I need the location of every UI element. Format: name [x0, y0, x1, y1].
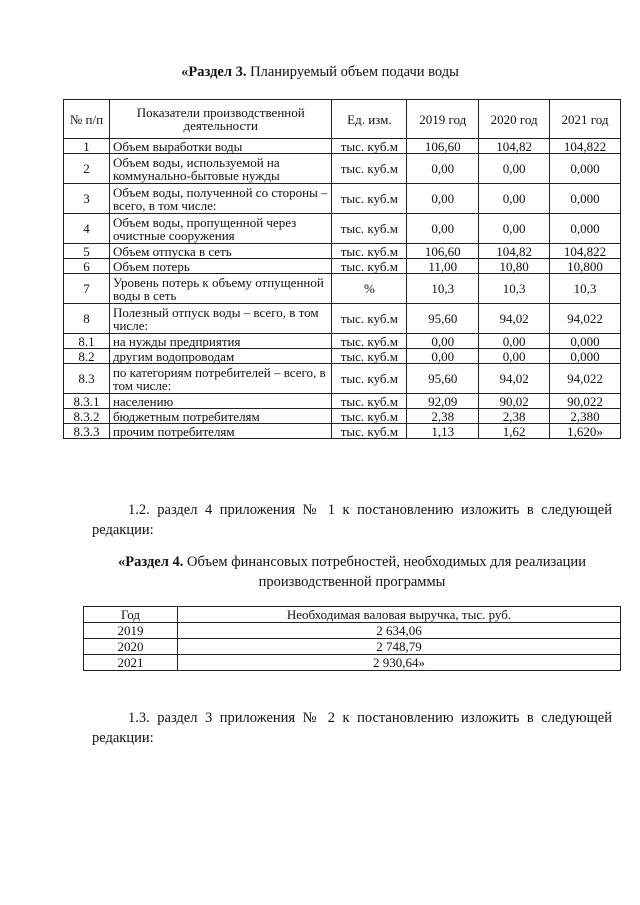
table-cell: 104,822: [550, 244, 621, 259]
table-cell: тыс. куб.м: [332, 334, 407, 349]
table-row: [84, 623, 621, 639]
table-cell: Объем отпуска в сеть: [109, 244, 332, 259]
table-cell: 0,00: [479, 184, 550, 214]
table-row: [64, 304, 621, 334]
table-cell: 0,00: [479, 334, 550, 349]
table-cell: %: [332, 274, 407, 304]
table-row: [64, 244, 621, 259]
table-cell: 1,13: [407, 424, 479, 439]
table-cell: 94,02: [479, 304, 550, 334]
paragraph-1-3: [92, 708, 612, 748]
section3-prefix: «Раздел 3.: [181, 64, 247, 80]
table-cell: тыс. куб.м: [332, 154, 407, 184]
table-row: [64, 154, 621, 184]
table-cell: 2 748,79: [178, 639, 621, 655]
table-cell: 0,000: [550, 214, 621, 244]
table-row: [64, 184, 621, 214]
table-cell: 104,82: [479, 244, 550, 259]
paragraph-1-2-text: 1.2. раздел 4 приложения № 1 к постановлению изложить в следующей редакции:: [92, 502, 612, 538]
table-row: [64, 364, 621, 394]
table-cell: 10,3: [407, 274, 479, 304]
table-cell: тыс. куб.м: [332, 139, 407, 154]
table-cell: 94,022: [550, 364, 621, 394]
table-cell: 8.3.2: [64, 409, 110, 424]
table-cell: 94,02: [479, 364, 550, 394]
table-cell: 11,00: [407, 259, 479, 274]
table-cell: 106,60: [407, 139, 479, 154]
header-cell: № п/п: [64, 100, 110, 139]
paragraph-1-3-text: 1.3. раздел 3 приложения № 2 к постановлению изложить в следующей редакции:: [92, 710, 612, 746]
table-cell: Объем воды, пропущенной через очистные сооружения: [109, 214, 332, 244]
table-cell: 1: [64, 139, 110, 154]
table-cell: по категориям потребителей – всего, в том числе:: [109, 364, 332, 394]
table-cell: 3: [64, 184, 110, 214]
section4-title: Объем финансовых потребностей, необходимых для реализации производственной программы: [186, 554, 586, 590]
table-cell: 0,000: [550, 154, 621, 184]
table-row: [64, 334, 621, 349]
table-cell: Объем потерь: [109, 259, 332, 274]
table-cell: 95,60: [407, 364, 479, 394]
table-cell: 0,000: [550, 349, 621, 364]
table-cell: тыс. куб.м: [332, 244, 407, 259]
table-cell: Уровень потерь к объему отпущенной воды в сеть: [109, 274, 332, 304]
section3-heading: [0, 64, 640, 81]
table-row: [64, 259, 621, 274]
table-cell: 95,60: [407, 304, 479, 334]
table-cell: 1,620»: [550, 424, 621, 439]
table-cell: бюджетным потребителям: [109, 409, 332, 424]
table-cell: 4: [64, 214, 110, 244]
table-cell: 1,62: [479, 424, 550, 439]
table-cell: 8.2: [64, 349, 110, 364]
table-row: [64, 409, 621, 424]
table-cell: населению: [109, 394, 332, 409]
table-header-row: [64, 100, 621, 139]
table-cell: 92,09: [407, 394, 479, 409]
table-row: [64, 349, 621, 364]
table-cell: 8: [64, 304, 110, 334]
table-cell: 2 634,06: [178, 623, 621, 639]
table-cell: тыс. куб.м: [332, 394, 407, 409]
table-cell: Объем воды, используемой на коммунально-бытовые нужды: [109, 154, 332, 184]
table-cell: тыс. куб.м: [332, 214, 407, 244]
table-cell: 2 930,64»: [178, 655, 621, 671]
header-cell: 2020 год: [479, 100, 550, 139]
table-cell: Полезный отпуск воды – всего, в том числе:: [109, 304, 332, 334]
table-row: [64, 424, 621, 439]
table-cell: 10,800: [550, 259, 621, 274]
header-cell: Необходимая валовая выручка, тыс. руб.: [178, 607, 621, 623]
table-header-row: [84, 607, 621, 623]
table-cell: 8.1: [64, 334, 110, 349]
table-cell: 8.3.3: [64, 424, 110, 439]
table-row: [84, 655, 621, 671]
section4-heading: [92, 552, 612, 592]
table-cell: 10,80: [479, 259, 550, 274]
table-cell: 7: [64, 274, 110, 304]
table-row: [64, 139, 621, 154]
table-cell: 8.3.1: [64, 394, 110, 409]
water-supply-table: [63, 99, 621, 439]
section4-prefix: «Раздел 4.: [118, 554, 184, 570]
table-cell: 2020: [84, 639, 178, 655]
table-cell: прочим потребителям: [109, 424, 332, 439]
table-cell: 8.3: [64, 364, 110, 394]
revenue-table: [83, 606, 621, 671]
table-cell: 104,822: [550, 139, 621, 154]
table-cell: 2,38: [407, 409, 479, 424]
table-cell: 6: [64, 259, 110, 274]
table-cell: 0,000: [550, 184, 621, 214]
table-cell: 94,022: [550, 304, 621, 334]
header-cell: 2019 год: [407, 100, 479, 139]
table-cell: на нужды предприятия: [109, 334, 332, 349]
table-cell: тыс. куб.м: [332, 184, 407, 214]
table-cell: 2021: [84, 655, 178, 671]
table-cell: 0,00: [407, 334, 479, 349]
header-cell: Ед. изм.: [332, 100, 407, 139]
header-cell: Год: [84, 607, 178, 623]
table-cell: 5: [64, 244, 110, 259]
table-cell: 2,380: [550, 409, 621, 424]
table-cell: 0,00: [407, 154, 479, 184]
paragraph-1-2: [92, 500, 612, 540]
table-cell: 106,60: [407, 244, 479, 259]
table-cell: тыс. куб.м: [332, 424, 407, 439]
table-cell: другим водопроводам: [109, 349, 332, 364]
table-row: [84, 639, 621, 655]
table-cell: 0,00: [407, 349, 479, 364]
table-cell: тыс. куб.м: [332, 364, 407, 394]
header-cell: Показатели производственной деятельности: [109, 100, 332, 139]
table-cell: тыс. куб.м: [332, 409, 407, 424]
table-row: [64, 274, 621, 304]
table-cell: 10,3: [550, 274, 621, 304]
table-cell: Объем выработки воды: [109, 139, 332, 154]
section3-title: Планируемый объем подачи воды: [250, 64, 459, 80]
table-cell: 0,000: [550, 334, 621, 349]
table-cell: тыс. куб.м: [332, 304, 407, 334]
table-cell: 2: [64, 154, 110, 184]
table-cell: 2019: [84, 623, 178, 639]
table-cell: тыс. куб.м: [332, 349, 407, 364]
table-cell: 0,00: [479, 214, 550, 244]
table-row: [64, 394, 621, 409]
table-cell: 104,82: [479, 139, 550, 154]
table-cell: 10,3: [479, 274, 550, 304]
table-row: [64, 214, 621, 244]
table-cell: 0,00: [479, 349, 550, 364]
table-cell: 0,00: [407, 214, 479, 244]
table-cell: 2,38: [479, 409, 550, 424]
header-cell: 2021 год: [550, 100, 621, 139]
table-cell: тыс. куб.м: [332, 259, 407, 274]
table-cell: 90,022: [550, 394, 621, 409]
table-cell: 0,00: [407, 184, 479, 214]
table-cell: 0,00: [479, 154, 550, 184]
table-cell: Объем воды, полученной со стороны – всего, в том числе:: [109, 184, 332, 214]
table-cell: 90,02: [479, 394, 550, 409]
